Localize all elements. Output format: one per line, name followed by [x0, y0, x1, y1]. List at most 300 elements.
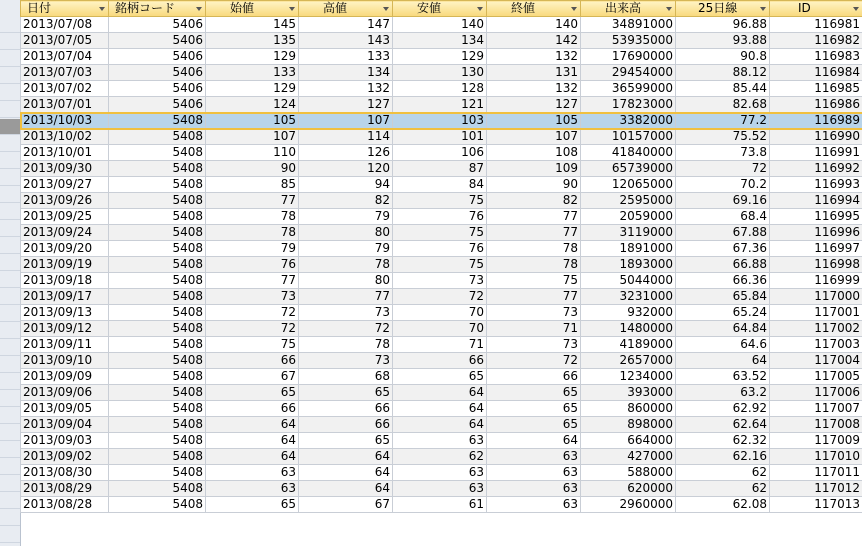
cell-date[interactable]: 2013/09/10 [21, 353, 109, 369]
cell-close[interactable]: 77 [487, 225, 581, 241]
cell-close[interactable]: 75 [487, 273, 581, 289]
cell-low[interactable]: 103 [393, 113, 487, 129]
cell-volume[interactable]: 2059000 [581, 209, 676, 225]
cell-high[interactable]: 79 [299, 241, 393, 257]
cell-close[interactable]: 72 [487, 353, 581, 369]
filter-dropdown-icon[interactable] [289, 7, 295, 11]
table-row[interactable] [21, 417, 862, 433]
cell-close[interactable]: 132 [487, 49, 581, 65]
cell-date[interactable]: 2013/09/30 [21, 161, 109, 177]
cell-ma25[interactable]: 62 [676, 465, 770, 481]
cell-code[interactable]: 5406 [109, 17, 206, 33]
record-selector[interactable] [0, 34, 20, 50]
cell-high[interactable]: 120 [299, 161, 393, 177]
filter-dropdown-icon[interactable] [760, 7, 766, 11]
cell-close[interactable]: 131 [487, 65, 581, 81]
cell-high[interactable]: 64 [299, 449, 393, 465]
cell-code[interactable]: 5408 [109, 241, 206, 257]
cell-open[interactable]: 64 [206, 417, 299, 433]
cell-open[interactable]: 85 [206, 177, 299, 193]
cell-id[interactable]: 117011 [770, 465, 862, 481]
cell-date[interactable]: 2013/09/12 [21, 321, 109, 337]
cell-low[interactable]: 62 [393, 449, 487, 465]
cell-low[interactable]: 65 [393, 369, 487, 385]
table-row[interactable] [21, 289, 862, 305]
cell-code[interactable]: 5408 [109, 481, 206, 497]
cell-high[interactable]: 72 [299, 321, 393, 337]
cell-volume[interactable]: 1234000 [581, 369, 676, 385]
cell-code[interactable]: 5406 [109, 81, 206, 97]
cell-id[interactable]: 116994 [770, 193, 862, 209]
column-header-open[interactable]: 始値 [206, 1, 299, 17]
cell-date[interactable]: 2013/07/04 [21, 49, 109, 65]
cell-open[interactable]: 110 [206, 145, 299, 161]
cell-close[interactable]: 65 [487, 417, 581, 433]
table-row[interactable] [21, 209, 862, 225]
table-row[interactable] [21, 65, 862, 81]
record-selector[interactable] [0, 204, 20, 220]
table-row[interactable] [21, 17, 862, 33]
cell-date[interactable]: 2013/08/29 [21, 481, 109, 497]
cell-date[interactable]: 2013/09/13 [21, 305, 109, 321]
cell-date[interactable]: 2013/09/20 [21, 241, 109, 257]
cell-date[interactable]: 2013/07/08 [21, 17, 109, 33]
table-row[interactable] [21, 33, 862, 49]
record-selector[interactable] [0, 340, 20, 356]
cell-date[interactable]: 2013/08/28 [21, 497, 109, 513]
cell-close[interactable]: 66 [487, 369, 581, 385]
cell-close[interactable]: 73 [487, 305, 581, 321]
cell-high[interactable]: 114 [299, 129, 393, 145]
cell-close[interactable]: 63 [487, 449, 581, 465]
record-selector[interactable] [0, 408, 20, 424]
cell-open[interactable]: 78 [206, 225, 299, 241]
cell-close[interactable]: 140 [487, 17, 581, 33]
cell-code[interactable]: 5408 [109, 385, 206, 401]
cell-code[interactable]: 5408 [109, 177, 206, 193]
cell-open[interactable]: 72 [206, 321, 299, 337]
cell-open[interactable]: 135 [206, 33, 299, 49]
record-selector[interactable] [0, 442, 20, 458]
cell-low[interactable]: 130 [393, 65, 487, 81]
cell-id[interactable]: 117012 [770, 481, 862, 497]
record-selector[interactable] [0, 102, 20, 118]
record-selector[interactable] [0, 17, 20, 33]
cell-code[interactable]: 5408 [109, 289, 206, 305]
cell-id[interactable]: 116999 [770, 273, 862, 289]
cell-high[interactable]: 64 [299, 481, 393, 497]
cell-high[interactable]: 73 [299, 353, 393, 369]
cell-open[interactable]: 66 [206, 353, 299, 369]
table-row[interactable] [21, 321, 862, 337]
cell-code[interactable]: 5408 [109, 273, 206, 289]
cell-low[interactable]: 134 [393, 33, 487, 49]
cell-volume[interactable]: 664000 [581, 433, 676, 449]
column-header-ma25[interactable]: 25日線 [676, 1, 770, 17]
cell-low[interactable]: 140 [393, 17, 487, 33]
cell-low[interactable]: 101 [393, 129, 487, 145]
cell-high[interactable]: 73 [299, 305, 393, 321]
cell-low[interactable]: 70 [393, 321, 487, 337]
cell-open[interactable]: 78 [206, 209, 299, 225]
cell-close[interactable]: 132 [487, 81, 581, 97]
cell-low[interactable]: 63 [393, 433, 487, 449]
filter-dropdown-icon[interactable] [853, 7, 859, 11]
record-selector[interactable] [0, 391, 20, 407]
cell-id[interactable]: 117003 [770, 337, 862, 353]
cell-open[interactable]: 63 [206, 481, 299, 497]
cell-high[interactable]: 82 [299, 193, 393, 209]
cell-open[interactable]: 129 [206, 49, 299, 65]
cell-volume[interactable]: 3119000 [581, 225, 676, 241]
cell-volume[interactable]: 3231000 [581, 289, 676, 305]
table-row[interactable] [21, 241, 862, 257]
cell-volume[interactable]: 10157000 [581, 129, 676, 145]
cell-volume[interactable]: 12065000 [581, 177, 676, 193]
cell-code[interactable]: 5408 [109, 401, 206, 417]
cell-id[interactable]: 116992 [770, 161, 862, 177]
cell-close[interactable]: 73 [487, 337, 581, 353]
cell-id[interactable]: 116982 [770, 33, 862, 49]
cell-date[interactable]: 2013/09/02 [21, 449, 109, 465]
cell-volume[interactable]: 17823000 [581, 97, 676, 113]
cell-ma25[interactable]: 64.84 [676, 321, 770, 337]
column-header-volume[interactable]: 出来高 [581, 1, 676, 17]
cell-close[interactable]: 77 [487, 209, 581, 225]
cell-open[interactable]: 76 [206, 257, 299, 273]
cell-ma25[interactable]: 77.2 [676, 113, 770, 129]
cell-date[interactable]: 2013/07/02 [21, 81, 109, 97]
cell-low[interactable]: 129 [393, 49, 487, 65]
cell-id[interactable]: 117006 [770, 385, 862, 401]
cell-id[interactable]: 116997 [770, 241, 862, 257]
cell-ma25[interactable]: 90.8 [676, 49, 770, 65]
cell-close[interactable]: 65 [487, 401, 581, 417]
record-selector[interactable] [0, 85, 20, 101]
cell-ma25[interactable]: 64 [676, 353, 770, 369]
record-selector[interactable] [0, 476, 20, 492]
cell-open[interactable]: 66 [206, 401, 299, 417]
record-selector[interactable] [0, 170, 20, 186]
table-row[interactable] [21, 337, 862, 353]
cell-ma25[interactable]: 85.44 [676, 81, 770, 97]
cell-close[interactable]: 65 [487, 385, 581, 401]
cell-open[interactable]: 67 [206, 369, 299, 385]
cell-high[interactable]: 66 [299, 417, 393, 433]
cell-ma25[interactable]: 88.12 [676, 65, 770, 81]
record-selector[interactable] [0, 238, 20, 254]
cell-volume[interactable]: 2960000 [581, 497, 676, 513]
cell-code[interactable]: 5408 [109, 161, 206, 177]
record-selector[interactable] [0, 221, 20, 237]
cell-code[interactable]: 5408 [109, 497, 206, 513]
column-header-low[interactable]: 安値 [393, 1, 487, 17]
cell-open[interactable]: 65 [206, 497, 299, 513]
column-header-date[interactable]: 日付 [21, 1, 109, 17]
cell-date[interactable]: 2013/09/03 [21, 433, 109, 449]
cell-open[interactable]: 72 [206, 305, 299, 321]
cell-low[interactable]: 76 [393, 209, 487, 225]
cell-open[interactable]: 77 [206, 273, 299, 289]
cell-volume[interactable]: 588000 [581, 465, 676, 481]
table-row[interactable] [21, 401, 862, 417]
cell-high[interactable]: 132 [299, 81, 393, 97]
record-selector[interactable] [0, 68, 20, 84]
cell-close[interactable]: 107 [487, 129, 581, 145]
table-row[interactable] [21, 161, 862, 177]
cell-high[interactable]: 94 [299, 177, 393, 193]
cell-volume[interactable]: 4189000 [581, 337, 676, 353]
cell-code[interactable]: 5408 [109, 145, 206, 161]
cell-id[interactable]: 116995 [770, 209, 862, 225]
cell-id[interactable]: 117009 [770, 433, 862, 449]
cell-high[interactable]: 126 [299, 145, 393, 161]
cell-volume[interactable]: 5044000 [581, 273, 676, 289]
cell-id[interactable]: 116991 [770, 145, 862, 161]
record-selector[interactable] [0, 527, 20, 543]
cell-ma25[interactable]: 93.88 [676, 33, 770, 49]
cell-ma25[interactable]: 63.2 [676, 385, 770, 401]
cell-id[interactable]: 117002 [770, 321, 862, 337]
cell-close[interactable]: 108 [487, 145, 581, 161]
cell-open[interactable]: 79 [206, 241, 299, 257]
cell-date[interactable]: 2013/09/27 [21, 177, 109, 193]
cell-close[interactable]: 71 [487, 321, 581, 337]
cell-high[interactable]: 78 [299, 337, 393, 353]
cell-ma25[interactable]: 72 [676, 161, 770, 177]
cell-low[interactable]: 75 [393, 257, 487, 273]
cell-close[interactable]: 105 [487, 113, 581, 129]
cell-low[interactable]: 87 [393, 161, 487, 177]
cell-date[interactable]: 2013/09/06 [21, 385, 109, 401]
cell-high[interactable]: 127 [299, 97, 393, 113]
table-row[interactable] [21, 353, 862, 369]
record-selector[interactable] [0, 272, 20, 288]
column-header-high[interactable]: 高値 [299, 1, 393, 17]
cell-volume[interactable]: 2595000 [581, 193, 676, 209]
table-row[interactable] [21, 481, 862, 497]
cell-low[interactable]: 76 [393, 241, 487, 257]
record-selector[interactable] [0, 459, 20, 475]
cell-low[interactable]: 63 [393, 481, 487, 497]
cell-code[interactable]: 5406 [109, 33, 206, 49]
cell-low[interactable]: 71 [393, 337, 487, 353]
cell-code[interactable]: 5408 [109, 257, 206, 273]
cell-ma25[interactable]: 62.92 [676, 401, 770, 417]
cell-high[interactable]: 133 [299, 49, 393, 65]
cell-open[interactable]: 64 [206, 433, 299, 449]
cell-high[interactable]: 66 [299, 401, 393, 417]
cell-volume[interactable]: 34891000 [581, 17, 676, 33]
cell-date[interactable]: 2013/07/05 [21, 33, 109, 49]
cell-close[interactable]: 63 [487, 481, 581, 497]
table-row[interactable] [21, 305, 862, 321]
cell-code[interactable]: 5408 [109, 321, 206, 337]
cell-open[interactable]: 133 [206, 65, 299, 81]
cell-high[interactable]: 67 [299, 497, 393, 513]
table-row[interactable] [21, 177, 862, 193]
cell-low[interactable]: 64 [393, 385, 487, 401]
cell-high[interactable]: 78 [299, 257, 393, 273]
cell-open[interactable]: 77 [206, 193, 299, 209]
cell-ma25[interactable]: 62.16 [676, 449, 770, 465]
cell-close[interactable]: 63 [487, 497, 581, 513]
cell-low[interactable]: 121 [393, 97, 487, 113]
cell-ma25[interactable]: 73.8 [676, 145, 770, 161]
cell-date[interactable]: 2013/09/09 [21, 369, 109, 385]
filter-dropdown-icon[interactable] [383, 7, 389, 11]
cell-low[interactable]: 63 [393, 465, 487, 481]
cell-date[interactable]: 2013/10/01 [21, 145, 109, 161]
cell-open[interactable]: 63 [206, 465, 299, 481]
table-row[interactable] [21, 81, 862, 97]
cell-id[interactable]: 116985 [770, 81, 862, 97]
cell-low[interactable]: 106 [393, 145, 487, 161]
filter-dropdown-icon[interactable] [666, 7, 672, 11]
cell-volume[interactable]: 1480000 [581, 321, 676, 337]
cell-open[interactable]: 90 [206, 161, 299, 177]
cell-volume[interactable]: 17690000 [581, 49, 676, 65]
cell-ma25[interactable]: 67.88 [676, 225, 770, 241]
cell-open[interactable]: 75 [206, 337, 299, 353]
cell-code[interactable]: 5408 [109, 369, 206, 385]
cell-high[interactable]: 80 [299, 225, 393, 241]
column-header-id[interactable]: ID [770, 1, 862, 17]
cell-low[interactable]: 72 [393, 289, 487, 305]
record-selector[interactable] [0, 255, 20, 271]
cell-close[interactable]: 109 [487, 161, 581, 177]
cell-open[interactable]: 73 [206, 289, 299, 305]
cell-code[interactable]: 5406 [109, 65, 206, 81]
cell-code[interactable]: 5408 [109, 353, 206, 369]
filter-dropdown-icon[interactable] [99, 7, 105, 11]
cell-open[interactable]: 65 [206, 385, 299, 401]
cell-ma25[interactable]: 66.36 [676, 273, 770, 289]
cell-code[interactable]: 5408 [109, 449, 206, 465]
cell-date[interactable]: 2013/09/25 [21, 209, 109, 225]
record-selector[interactable] [0, 374, 20, 390]
cell-high[interactable]: 134 [299, 65, 393, 81]
table-row[interactable] [21, 113, 862, 129]
cell-code[interactable]: 5408 [109, 113, 206, 129]
cell-volume[interactable]: 898000 [581, 417, 676, 433]
cell-close[interactable]: 78 [487, 257, 581, 273]
cell-volume[interactable]: 41840000 [581, 145, 676, 161]
cell-ma25[interactable]: 62.08 [676, 497, 770, 513]
cell-open[interactable]: 129 [206, 81, 299, 97]
table-row[interactable] [21, 369, 862, 385]
cell-low[interactable]: 128 [393, 81, 487, 97]
cell-ma25[interactable]: 64.6 [676, 337, 770, 353]
cell-ma25[interactable]: 65.24 [676, 305, 770, 321]
cell-high[interactable]: 107 [299, 113, 393, 129]
cell-close[interactable]: 127 [487, 97, 581, 113]
cell-volume[interactable]: 36599000 [581, 81, 676, 97]
cell-close[interactable]: 142 [487, 33, 581, 49]
table-row[interactable] [21, 129, 862, 145]
cell-volume[interactable]: 393000 [581, 385, 676, 401]
cell-date[interactable]: 2013/09/04 [21, 417, 109, 433]
cell-id[interactable]: 116983 [770, 49, 862, 65]
cell-date[interactable]: 2013/07/03 [21, 65, 109, 81]
cell-id[interactable]: 116990 [770, 129, 862, 145]
record-selector[interactable] [0, 51, 20, 67]
cell-date[interactable]: 2013/09/11 [21, 337, 109, 353]
cell-close[interactable]: 82 [487, 193, 581, 209]
cell-high[interactable]: 64 [299, 465, 393, 481]
cell-high[interactable]: 147 [299, 17, 393, 33]
filter-dropdown-icon[interactable] [477, 7, 483, 11]
cell-low[interactable]: 84 [393, 177, 487, 193]
cell-code[interactable]: 5408 [109, 465, 206, 481]
record-selector[interactable] [0, 136, 20, 152]
cell-volume[interactable]: 53935000 [581, 33, 676, 49]
cell-low[interactable]: 64 [393, 417, 487, 433]
cell-volume[interactable]: 932000 [581, 305, 676, 321]
cell-date[interactable]: 2013/09/17 [21, 289, 109, 305]
cell-close[interactable]: 64 [487, 433, 581, 449]
cell-code[interactable]: 5408 [109, 433, 206, 449]
cell-open[interactable]: 105 [206, 113, 299, 129]
cell-id[interactable]: 117013 [770, 497, 862, 513]
cell-id[interactable]: 117010 [770, 449, 862, 465]
table-row[interactable] [21, 49, 862, 65]
cell-close[interactable]: 77 [487, 289, 581, 305]
cell-ma25[interactable]: 70.2 [676, 177, 770, 193]
cell-high[interactable]: 65 [299, 433, 393, 449]
cell-date[interactable]: 2013/10/03 [21, 113, 109, 129]
record-selector[interactable] [0, 493, 20, 509]
cell-high[interactable]: 68 [299, 369, 393, 385]
cell-id[interactable]: 117007 [770, 401, 862, 417]
cell-id[interactable]: 116993 [770, 177, 862, 193]
cell-id[interactable]: 117001 [770, 305, 862, 321]
cell-code[interactable]: 5408 [109, 209, 206, 225]
cell-ma25[interactable]: 68.4 [676, 209, 770, 225]
cell-volume[interactable]: 65739000 [581, 161, 676, 177]
cell-high[interactable]: 79 [299, 209, 393, 225]
table-row[interactable] [21, 433, 862, 449]
table-row[interactable] [21, 257, 862, 273]
record-selector[interactable] [0, 187, 20, 203]
record-selector[interactable] [0, 119, 20, 135]
cell-high[interactable]: 143 [299, 33, 393, 49]
cell-close[interactable]: 63 [487, 465, 581, 481]
cell-code[interactable]: 5406 [109, 97, 206, 113]
table-row[interactable] [21, 449, 862, 465]
cell-low[interactable]: 75 [393, 225, 487, 241]
cell-high[interactable]: 80 [299, 273, 393, 289]
record-selector[interactable] [0, 323, 20, 339]
column-header-close[interactable]: 終値 [487, 1, 581, 17]
cell-date[interactable]: 2013/09/26 [21, 193, 109, 209]
table-row[interactable] [21, 97, 862, 113]
cell-low[interactable]: 75 [393, 193, 487, 209]
cell-code[interactable]: 5408 [109, 129, 206, 145]
record-selector[interactable] [0, 153, 20, 169]
cell-high[interactable]: 65 [299, 385, 393, 401]
cell-code[interactable]: 5406 [109, 49, 206, 65]
cell-ma25[interactable]: 67.36 [676, 241, 770, 257]
cell-volume[interactable]: 3382000 [581, 113, 676, 129]
cell-volume[interactable]: 2657000 [581, 353, 676, 369]
cell-id[interactable]: 116996 [770, 225, 862, 241]
cell-id[interactable]: 117005 [770, 369, 862, 385]
cell-date[interactable]: 2013/09/18 [21, 273, 109, 289]
cell-id[interactable]: 117000 [770, 289, 862, 305]
table-row[interactable] [21, 145, 862, 161]
cell-high[interactable]: 77 [299, 289, 393, 305]
